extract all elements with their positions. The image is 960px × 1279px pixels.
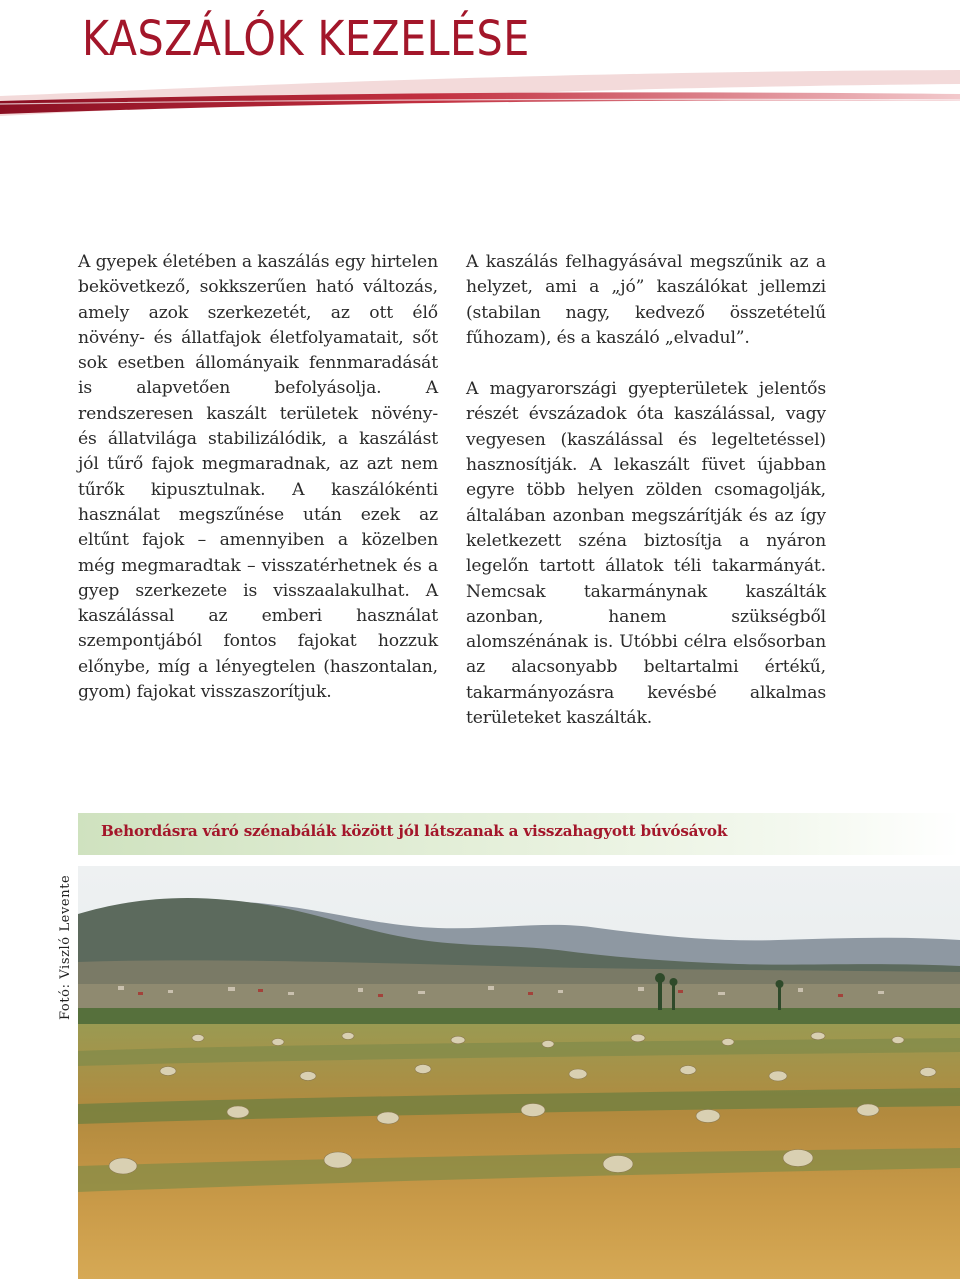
body-paragraph: A kaszálás felhagyásával megszűnik az a helyzet, ami a „jó” kaszálókat jellemzi (stabilan nagy, kedvező összetételű fűhozam), és a kaszáló „elvadul”.: [466, 252, 826, 348]
body-paragraph: A gyepek életében a kaszálás egy hirtelen bekövetkező, sokkszerűen ható változás, amely azok szerkezetét, az ott élő növény- és állatfajok életfolyamatait, sőt sok esetben állományaik fennmaradását is alapvetően befolyásolja. A rendszeresen kaszált területek növény- és állatvilága stabilizálódik, a kaszálást jól tűrő fajok megmaradnak, az azt nem tűrők kipusztulnak. A kaszálókénti használat megszűnése után ezek az eltűnt fajok – amennyiben a közelben még megmaradtak – visszatérhetnek és a gyep szerkezete is visszaalakulhat. A kaszálással az emberi használat szempontjából fontos fajokat hozzuk előnybe, míg a lényegtelen (haszontalan, gyom) fajokat visszaszorítjuk.: [78, 252, 438, 703]
photo-credit: Fotó: Viszló Levente: [58, 874, 73, 1020]
right-column: [466, 250, 826, 757]
figure-caption: Behordásra váró szénabálák között jól látszanak a visszahagyott búvósávok: [101, 822, 728, 840]
landscape-photo: [78, 866, 960, 1279]
page-title: KASZÁLÓK KEZELÉSE: [82, 11, 530, 67]
body-paragraph: A magyarországi gyepterületek jelentős részét évszázadok óta kaszálással, vagy vegyesen (kaszálással és legeltetéssel) hasznosítják. A lekaszált füvet újabban egyre több helyen zölden csomagolják, általában azonban megszárítják és az így keletkezett széna biztosítja a nyáron legelőn tartott állatok téli takarmányát. Nemcsak takarmánynak kaszálták azonban, hanem szükségből alomszénának is. Utóbbi célra elsősorban az alacsonyabb beltartalmi értékű, takarmányozásra kevésbé alkalmas területeket kaszálták.: [466, 379, 826, 729]
left-column: [78, 250, 438, 731]
